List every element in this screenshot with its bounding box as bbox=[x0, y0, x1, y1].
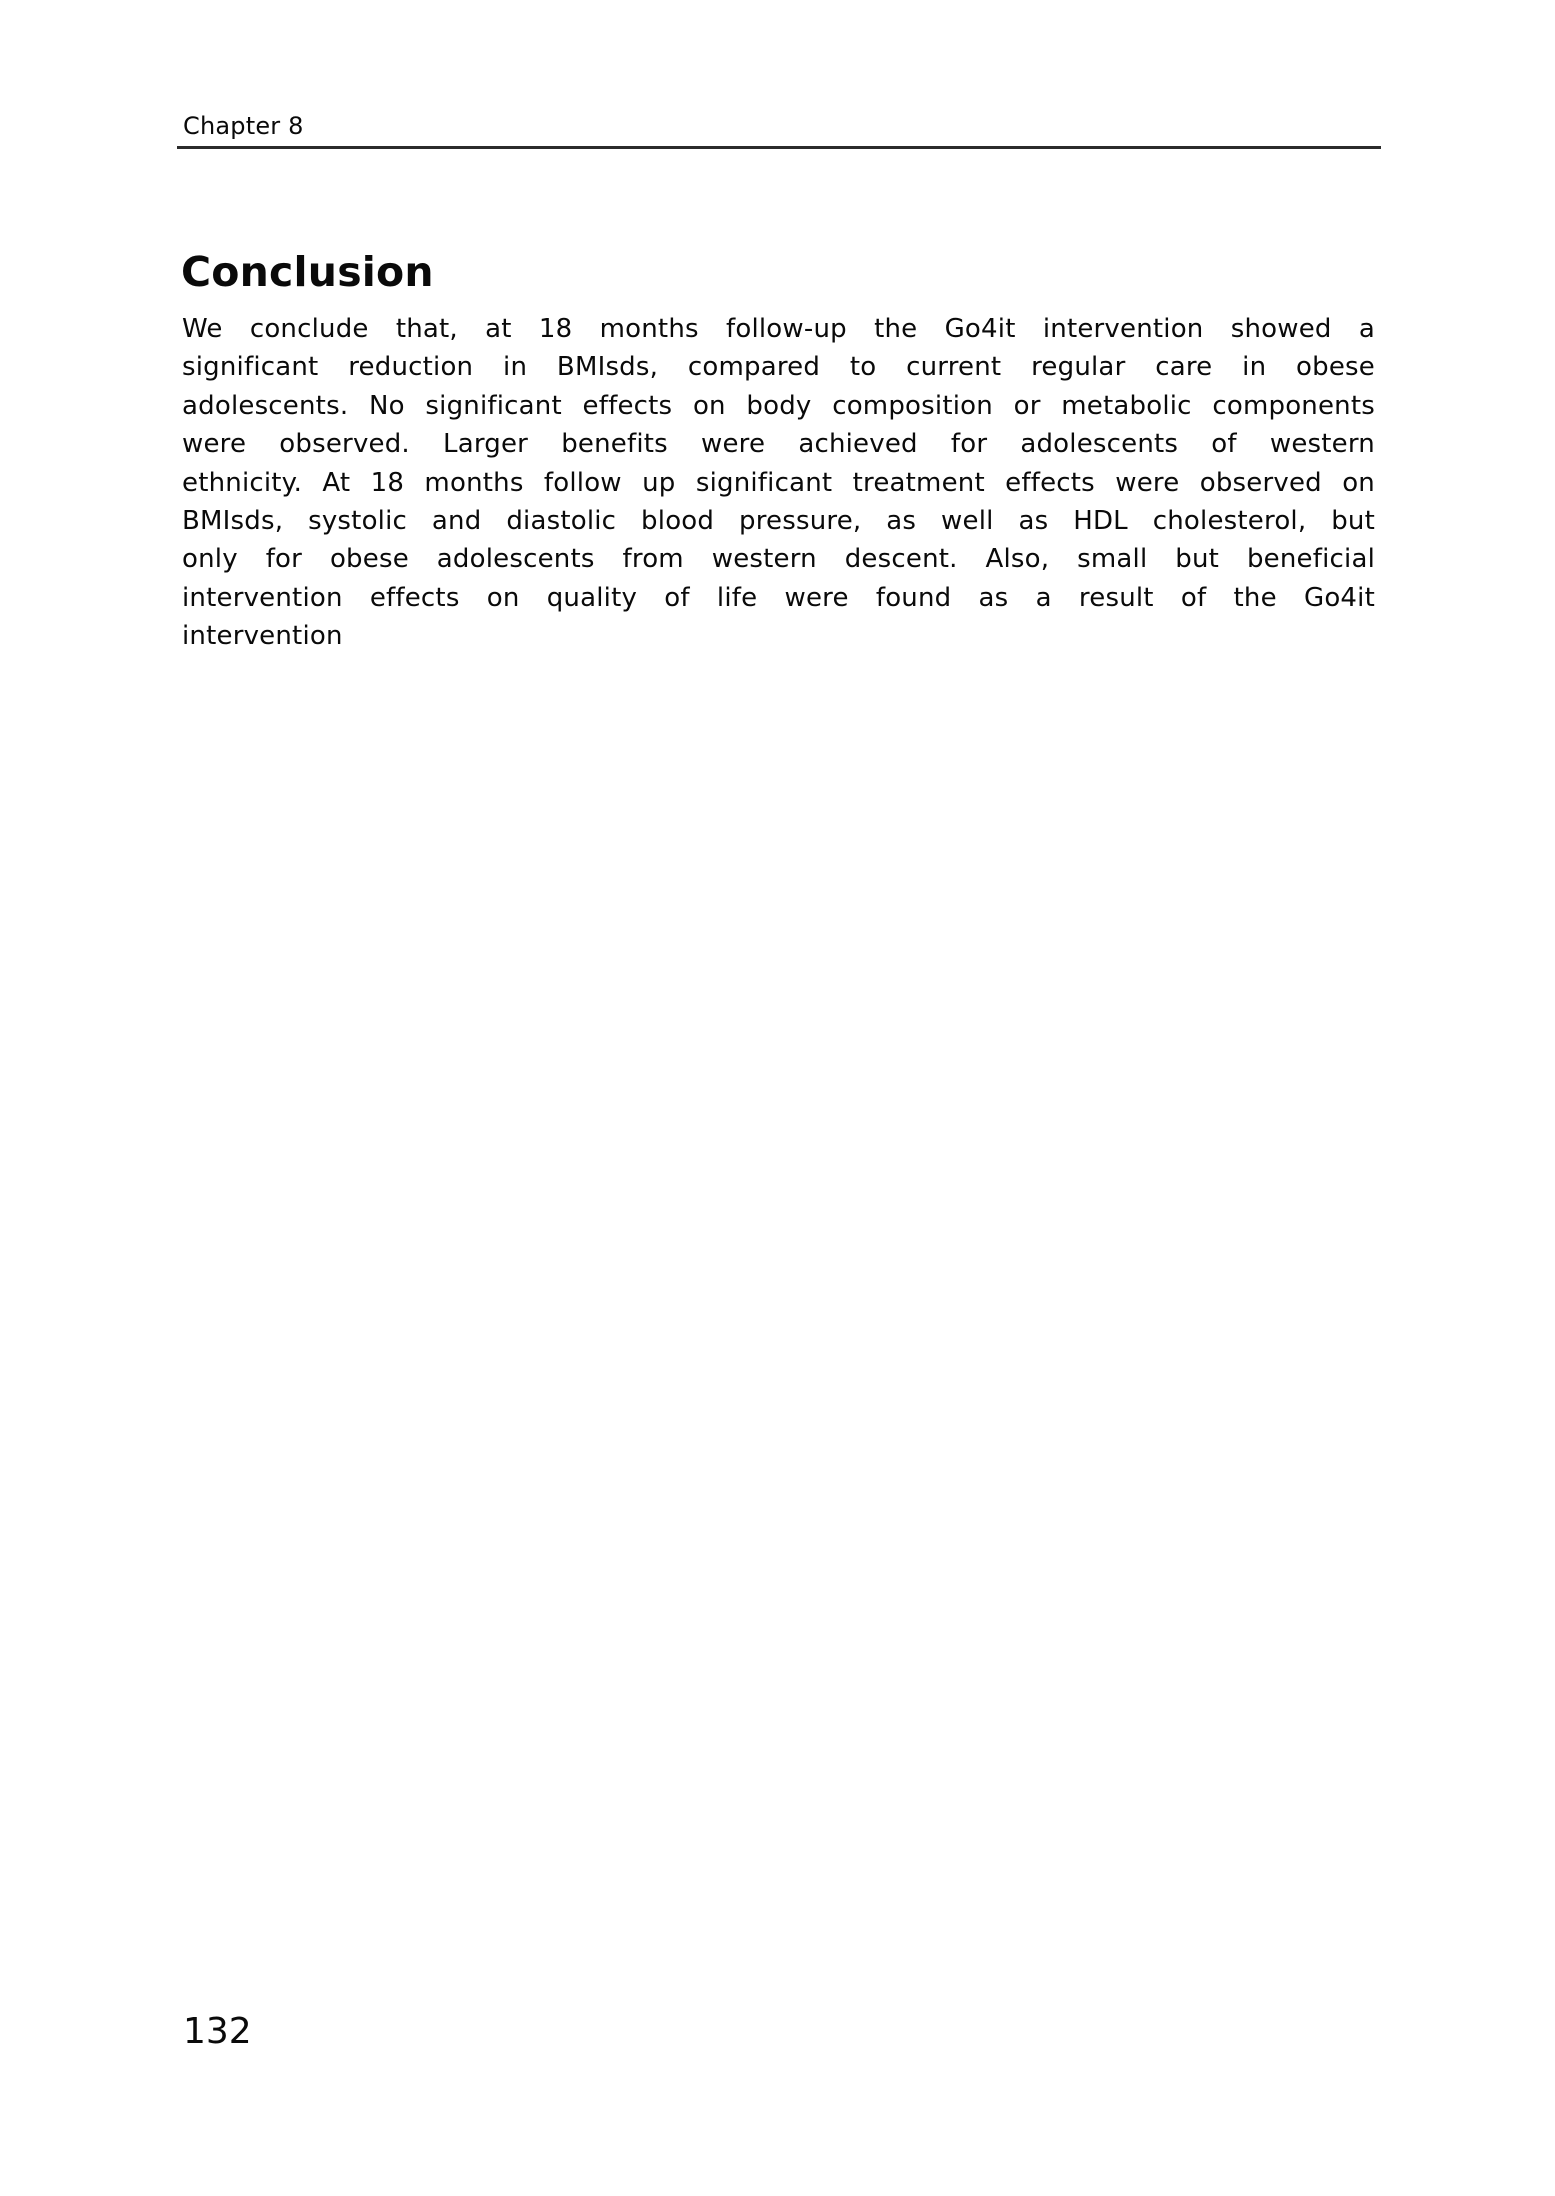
section-title: Conclusion bbox=[181, 248, 434, 296]
running-header-chapter-label: Chapter 8 bbox=[183, 112, 304, 140]
header-rule-divider bbox=[177, 146, 1381, 149]
page-number: 132 bbox=[183, 2011, 252, 2052]
body-paragraph: We conclude that, at 18 months follow-up the Go4it intervention showed a significant reduction in BMIsds, compared to current regular care in obese adolescents. No significant effects on body composition or metabolic components were observed. Larger benefits were achieved for adolescents of western ethnicity. At 18 months follow up significant treatment effects were observed on BMIsds, systolic and diastolic blood pressure, as well as HDL cholesterol, but only for obese adolescents from western descent. Also, small but beneficial intervention effects on quality of life were found as a result of the Go4it intervention bbox=[182, 314, 1375, 652]
